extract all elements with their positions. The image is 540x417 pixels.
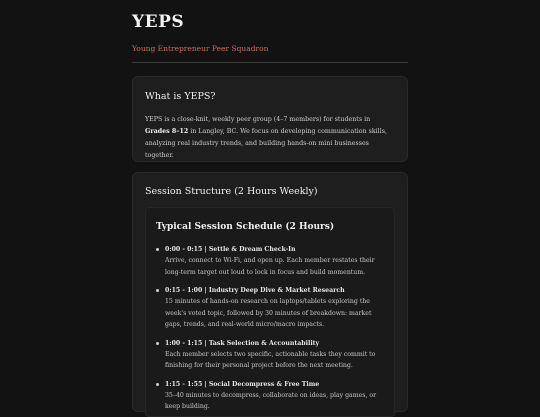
bullet-icon	[156, 383, 159, 386]
schedule-item	[156, 285, 384, 331]
schedule-panel	[145, 207, 395, 417]
site-subtitle: Young Entrepreneur Peer Squadron	[132, 44, 269, 53]
bullet-icon	[156, 342, 159, 345]
bullet-icon	[156, 289, 159, 292]
about-text-grades: Grades 8–12	[145, 128, 189, 135]
schedule-item-title: 1:15 - 1:55 | Social Decompress & Free Time	[165, 380, 320, 388]
schedule-item	[156, 338, 384, 372]
about-heading: What is YEPS?	[145, 91, 216, 102]
schedule-item	[156, 244, 384, 278]
schedule-item-desc: Each member selects two specific, actionable tasks they commit to finishing for their personal project before the next meeting.	[165, 350, 376, 369]
site-title: YEPS	[132, 12, 185, 32]
schedule-item	[156, 379, 384, 413]
schedule-list	[156, 244, 384, 413]
schedule-item-title: 1:00 - 1:15 | Task Selection & Accountability	[165, 339, 320, 347]
schedule-item-desc: 35–40 minutes to decompress, collaborate on ideas, play games, or keep building.	[165, 391, 377, 410]
schedule-title: Typical Session Schedule (2 Hours)	[156, 222, 335, 232]
bullet-icon	[156, 248, 159, 251]
schedule-item-desc: Arrive, connect to Wi-Fi, and open up. Each member restates their long-term target out loud to lock in focus and build momentum.	[165, 257, 375, 276]
about-card	[132, 76, 408, 162]
session-structure-card	[132, 172, 408, 412]
about-text-after: in Langley, BC. We focus on developing communication skills, analyzing real industry trends, and building hands-on mini businesses together.	[145, 128, 387, 159]
about-text-before: YEPS is a close-knit, weekly peer group (4–7 members) for students in	[145, 116, 371, 123]
schedule-item-title: 0:15 - 1:00 | Industry Deep Dive & Market Research	[165, 287, 345, 294]
header-divider	[132, 62, 408, 63]
site-header	[132, 12, 408, 53]
schedule-item-desc: 15 minutes of hands-on research on laptops/tablets exploring the week's voted topic, followed by 30 minutes of breakdown: market gaps, trends, and real-world micro/macro impacts.	[165, 298, 372, 328]
structure-heading: Session Structure (2 Hours Weekly)	[145, 186, 318, 197]
about-text	[145, 114, 395, 162]
schedule-item-title: 0:00 - 0:15 | Settle & Dream Check-In	[165, 246, 296, 253]
